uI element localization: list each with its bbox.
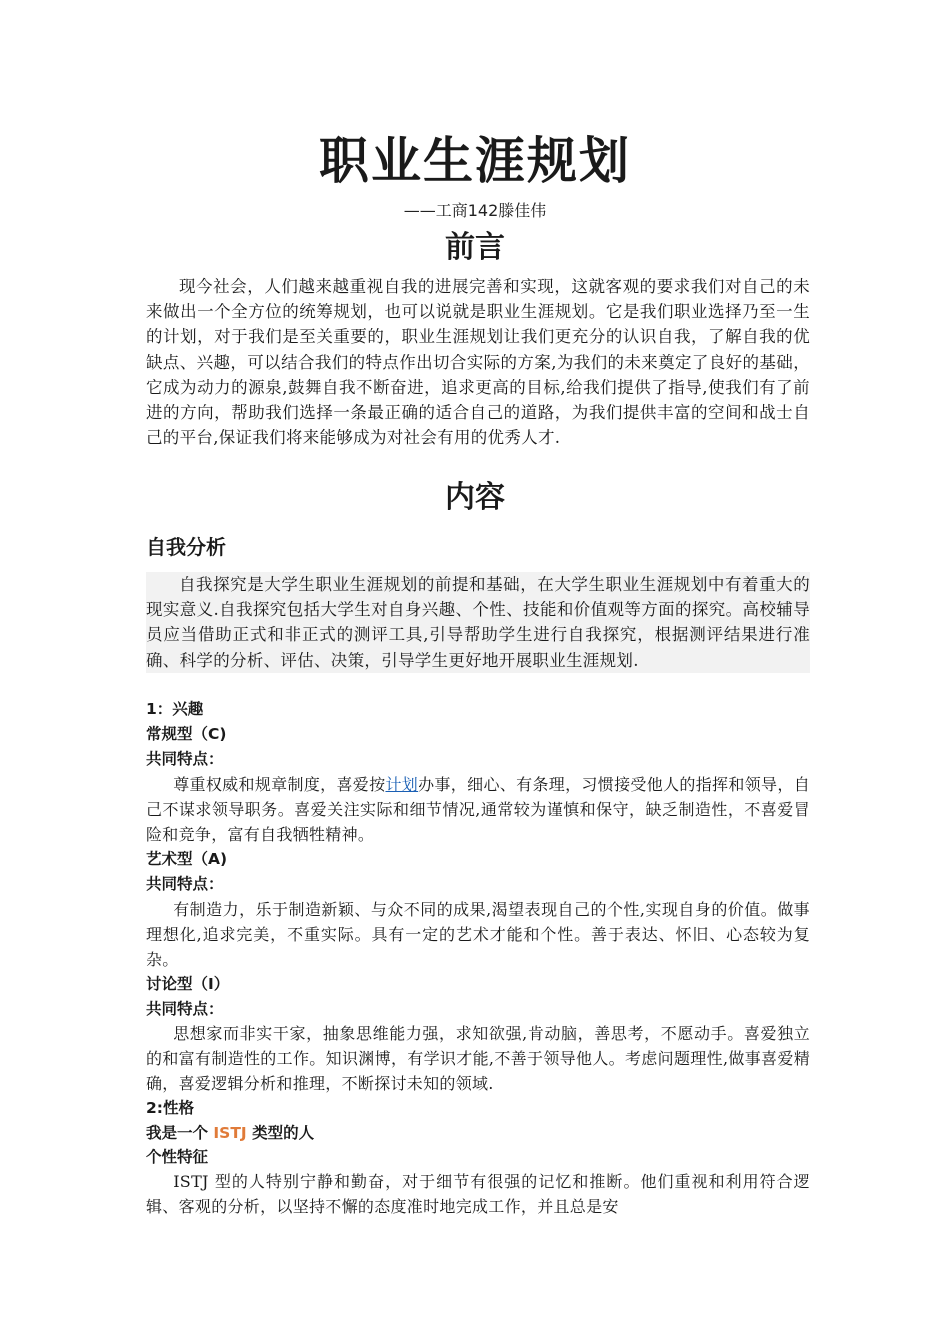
artistic-paragraph: 有制造力，乐于制造新颖、与众不同的成果,渴望表现自己的个性,实现自身的价值。做事理想化,追求完美，不重实际。具有一定的艺术才能和个性。善于表达、怀旧、心态较为复杂。 [146, 900, 810, 969]
features-label: 个性特征 [146, 1148, 209, 1166]
content-heading: 内容 [445, 480, 505, 515]
istj-type: ISTJ [213, 1124, 247, 1142]
conventional-text-before: 尊重权威和规章制度，喜爱按 [173, 775, 386, 794]
artistic-traits-label: 共同特点： [146, 875, 224, 893]
conventional-type-label: 常规型（C) [146, 725, 227, 743]
interest-label: 1：兴趣 [146, 700, 204, 718]
istj-after: 类型的人 [246, 1124, 315, 1142]
artistic-type-label: 艺术型（A) [146, 850, 228, 868]
istj-paragraph: ISTJ 型的人特别宁静和勤奋，对于细节有很强的记忆和推断。他们重视和利用符合逻辑、客观的分析，以坚持不懈的态度准时地完成工作，并且总是安 [146, 1172, 810, 1216]
plan-link[interactable]: 计划 [385, 775, 419, 794]
investigative-type-label: 讨论型（I） [146, 975, 230, 993]
istj-before: 我是一个 [146, 1124, 214, 1142]
istj-statement [146, 1121, 314, 1145]
personality-label: 2:性格 [146, 1099, 194, 1117]
conventional-text-after: 办事，细心、有条理，习惯接受他人的指挥和领导，自己不谋求领导职务。喜爱关注实际和细节情况,通常较为谨慎和保守，缺乏制造性，不喜爱冒险和竞争，富有自我牺牲精神。 [146, 775, 811, 844]
author-byline: ——工商142滕佳伟 [403, 201, 547, 220]
conventional-paragraph [146, 772, 810, 847]
preface-paragraph: 现今社会，人们越来越重视自我的进展完善和实现，这就客观的要求我们对自己的未来做出一个全方位的统筹规划，也可以说就是职业生涯规划。它是我们职业选择乃至一生的计划，对于我们是至关重要的，职业生涯规划让我们更充分的认识自我，了解自我的优缺点、兴趣，可以结合我们的特点作出切合实际的方案,为我们的未来奠定了良好的基础，它成为动力的源泉,鼓舞自我不断奋进，追求更高的目标,给我们提供了指导,使我们有了前进的方向，帮助我们选择一条最正确的适合自己的道路，为我们提供丰富的空间和战士自己的平台,保证我们将来能够成为对社会有用的优秀人才. [146, 277, 810, 448]
self-analysis-paragraph: 自我探究是大学生职业生涯规划的前提和基础，在大学生职业生涯规划中有着重大的现实意义.自我探究包括大学生对自身兴趣、个性、技能和价值观等方面的探究。高校辅导员应当借助正式和非正式的测评工具,引导帮助学生进行自我探究，根据测评结果进行准确、科学的分析、评估、决策，引导学生更好地开展职业生涯规划. [146, 572, 810, 673]
self-analysis-heading: 自我分析 [146, 535, 226, 559]
preface-heading: 前言 [445, 230, 505, 265]
document-title: 职业生涯规划 [319, 132, 631, 190]
investigative-traits-label: 共同特点： [146, 1000, 224, 1018]
investigative-paragraph: 思想家而非实干家，抽象思维能力强，求知欲强,肯动脑，善思考，不愿动手。喜爱独立的和富有制造性的工作。知识渊博，有学识才能,不善于领导他人。考虑问题理性,做事喜爱精确，喜爱逻辑分析和推理，不断探讨未知的领域. [146, 1024, 810, 1093]
conventional-traits-label: 共同特点： [146, 750, 224, 768]
